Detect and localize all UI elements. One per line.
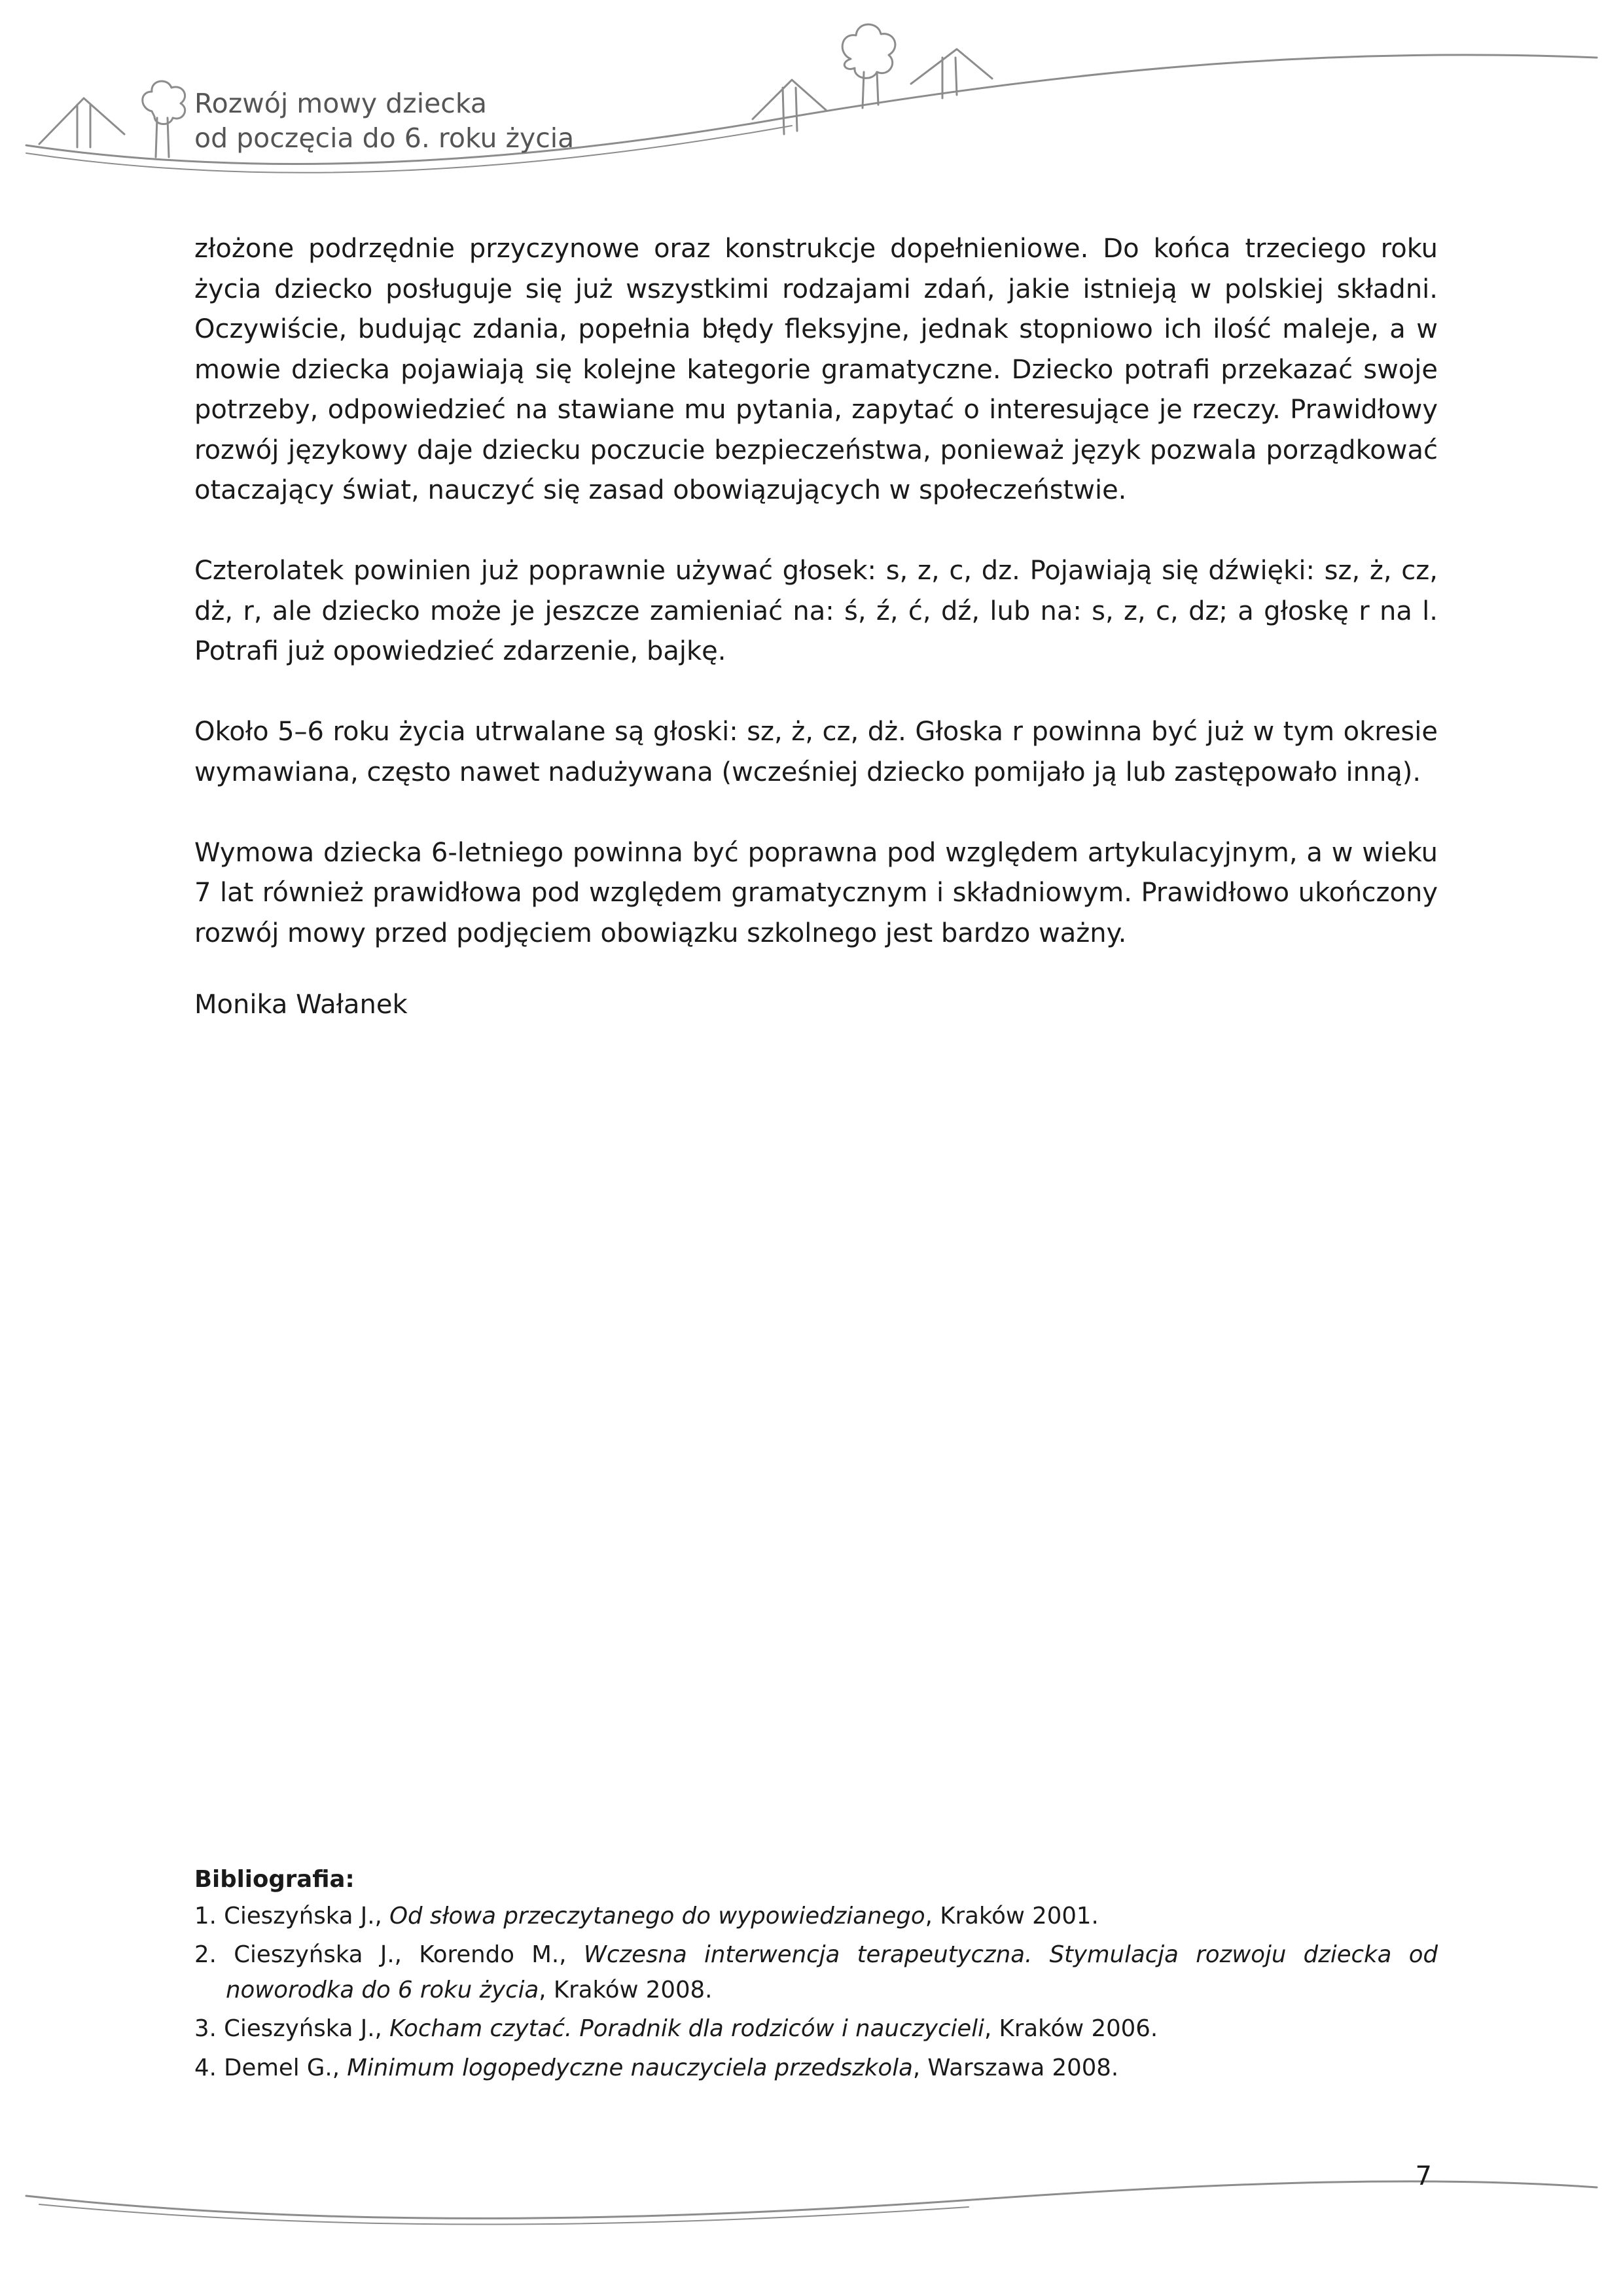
tree-icon [842, 24, 895, 108]
bib-title: Kocham czytać. Poradnik dla rodziców i nauczycieli [389, 2015, 984, 2042]
bib-number: 3. [194, 2015, 217, 2042]
footer-decoration [0, 2160, 1623, 2238]
running-header [194, 86, 574, 156]
bib-title: Minimum logopedyczne nauczyciela przedszkola [347, 2054, 913, 2081]
bib-number: 1. [194, 1902, 217, 1929]
body-paragraph: złożone podrzędnie przyczynowe oraz konstrukcje dopełnieniowe. Do końca trzeciego roku życia dziecko posługuje się już wszystkimi rodzajami zdań, jakie istnieją w polskiej składni. Oczywiście, budując zdania, popełnia błędy fleksyjne, jednak stopniowo ich ilość maleje, a w mowie dziecka pojawiają się kolejne kategorie gramatyczne. Dziecko potrafi przekazać swoje potrzeby, odpowiedzieć na stawiane mu pytania, zapytać o interesujące je rzeczy. Prawidłowy rozwój językowy daje dziecku poczucie bezpieczeństwa, ponieważ język pozwala porządkować otaczający świat, nauczyć się zasad obowiązujących w społeczeństwie. [194, 234, 1438, 505]
running-header-line-1: Rozwój mowy dziecka [194, 88, 487, 119]
bibliography-list [194, 1899, 1438, 2086]
bib-publication: , Kraków 2001. [925, 1902, 1099, 1929]
footer-wave-line [26, 2181, 1597, 2219]
bib-publication: , Kraków 2008. [539, 1976, 713, 2003]
bib-author: Demel G., [224, 2054, 340, 2081]
page-number: 7 [1415, 2161, 1432, 2191]
bib-publication: , Warszawa 2008. [912, 2054, 1119, 2081]
body-paragraph: Około 5–6 roku życia utrwalane są głoski: sz, ż, cz, dż. Głoska r powinna być już w tym okresie wymawiana, często nawet nadużywana (wcześniej dziecko pomijało ją lub zastępowało inną). [194, 717, 1438, 787]
author-signature: Monika Wałanek [194, 990, 408, 1020]
bib-number: 2. [194, 1941, 217, 1968]
bibliography-heading: Bibliografia: [194, 1866, 355, 1893]
bib-author: Cieszyńska J., Korendo M., [234, 1941, 567, 1968]
bib-publication: , Kraków 2006. [984, 2015, 1158, 2042]
body-paragraph: Wymowa dziecka 6-letniego powinna być poprawna pod względem artykulacyjnym, a w wieku 7 lat również prawidłowa pod względem gramatycznym i składniowym. Prawidłowo ukończony rozwój mowy przed podjęciem obowiązku szkolnego jest bardzo ważny. [194, 837, 1438, 948]
bibliography-item [194, 1937, 1438, 2007]
bib-title: Od słowa przeczytanego do wypowiedzianego [389, 1902, 925, 1929]
bib-author: Cieszyńska J., [224, 2015, 382, 2042]
bibliography-item [194, 2051, 1438, 2086]
footer-wave-line-thin [39, 2204, 969, 2225]
bib-title: Wczesna interwencja terapeutyczna. Stymulacja rozwoju dziecka od noworodka do 6 roku życia [226, 1941, 1438, 2003]
running-header-line-2: od poczęcia do 6. roku życia [194, 122, 575, 154]
body-paragraph: Czterolatek powinien już poprawnie używać głosek: s, z, c, dz. Pojawiają się dźwięki: sz, ż, cz, dż, r, ale dziecko może je jeszcze zamieniać na: ś, ź, ć, dź, lub na: s, z, c, dz; a głoskę r na l. Potrafi już opowiedzieć zdarzenie, bajkę. [194, 556, 1438, 666]
bibliography [194, 1862, 1438, 2089]
bib-number: 4. [194, 2054, 217, 2081]
pine-tree-icon [911, 49, 992, 98]
tree-icon [143, 81, 185, 157]
bibliography-item [194, 1899, 1438, 1934]
pine-tree-icon [39, 98, 124, 147]
bibliography-item [194, 2011, 1438, 2047]
bib-author: Cieszyńska J., [224, 1902, 382, 1929]
article-body [194, 229, 1438, 1066]
